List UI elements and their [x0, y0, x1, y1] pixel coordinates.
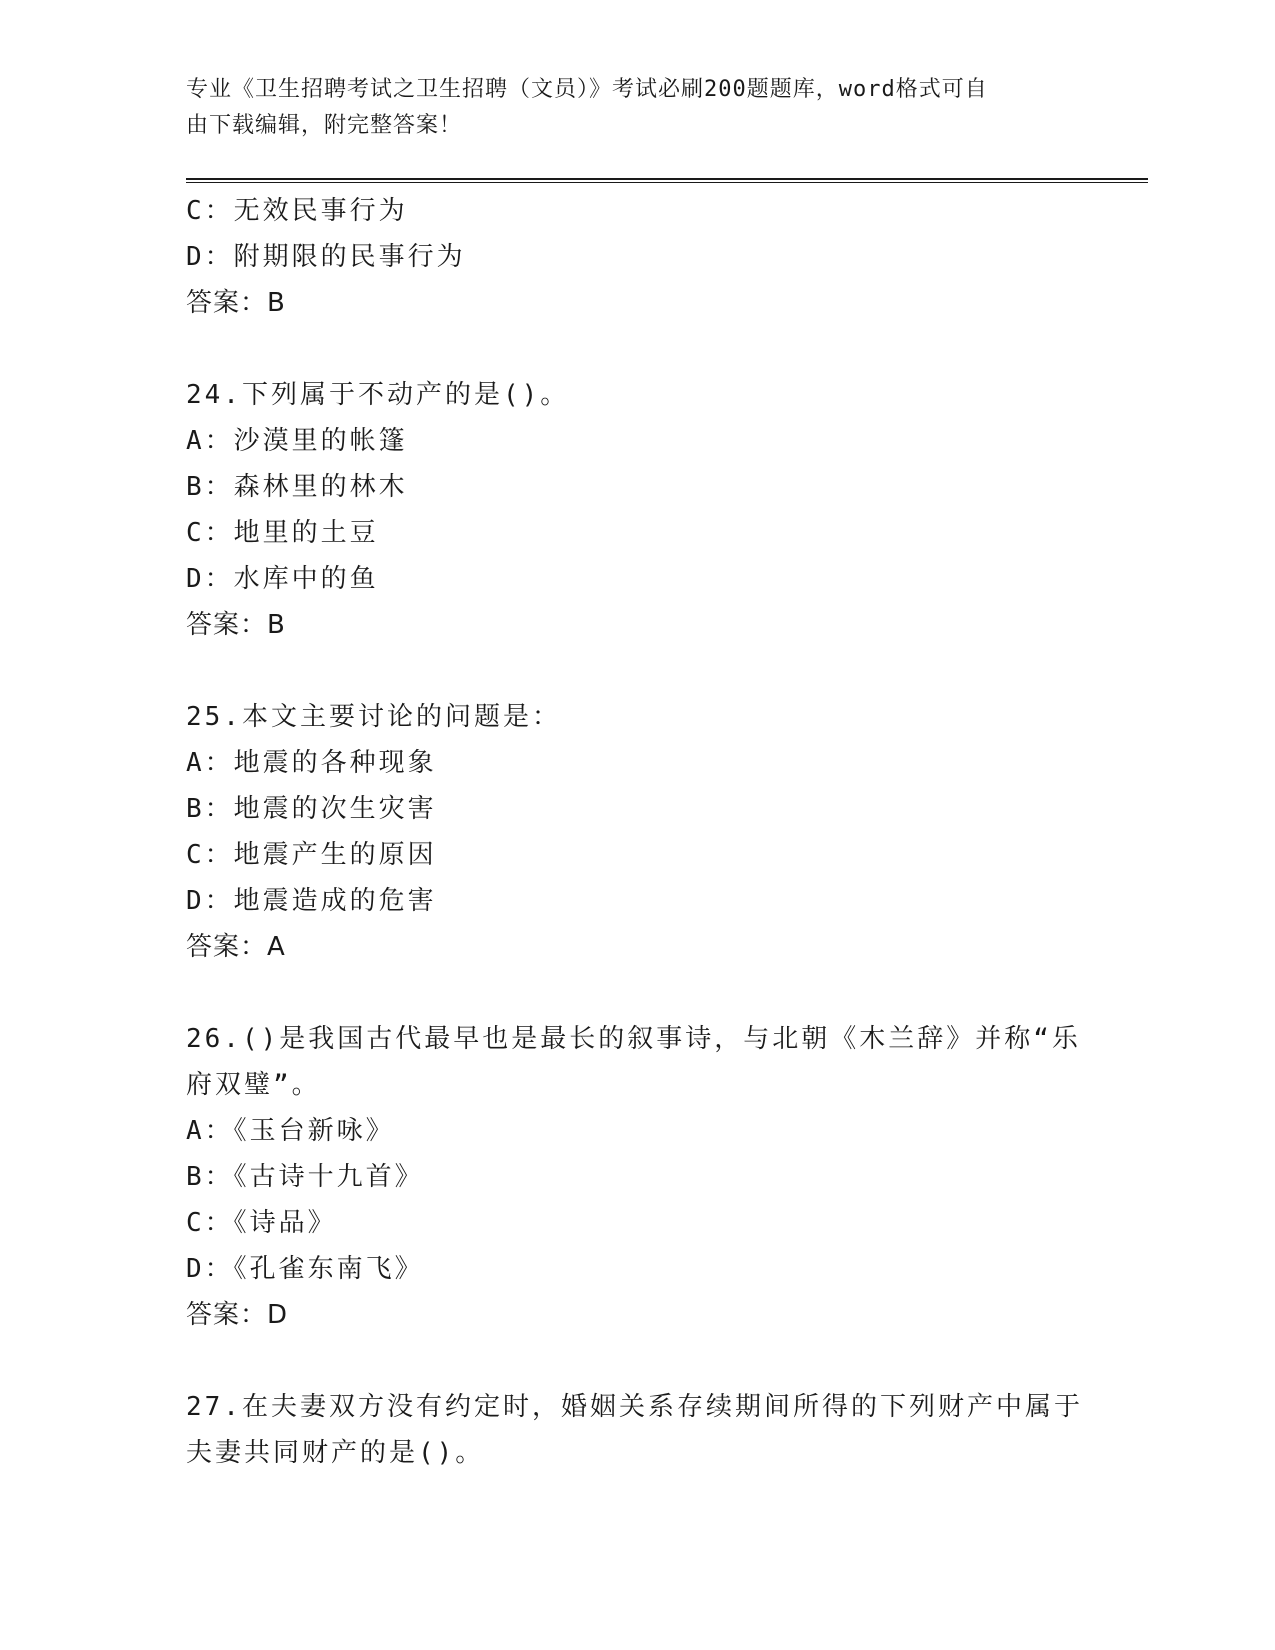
option-d: D：附期限的民事行为	[186, 242, 466, 272]
document-header	[186, 72, 1066, 144]
option-c: C：《诗品》	[186, 1208, 337, 1238]
question-27	[186, 1384, 1086, 1476]
option-c: C：无效民事行为	[186, 196, 408, 226]
question-26	[186, 1016, 1086, 1338]
question-25	[186, 694, 1086, 970]
option-c: C：地震产生的原因	[186, 840, 437, 870]
option-a: A：地震的各种现象	[186, 748, 437, 778]
spacer	[186, 648, 1086, 694]
question-text: 24.下列属于不动产的是()。	[186, 380, 570, 410]
option-d: D：《孔雀东南飞》	[186, 1254, 424, 1284]
question-24	[186, 372, 1086, 648]
option-b: B：地震的次生灾害	[186, 794, 437, 824]
spacer	[186, 326, 1086, 372]
spacer	[186, 1338, 1086, 1384]
option-d: D：地震造成的危害	[186, 886, 437, 916]
option-b: B：森林里的林木	[186, 472, 408, 502]
answer: 答案：B	[186, 288, 286, 318]
question-text-line-2: 夫妻共同财产的是()。	[186, 1438, 485, 1468]
option-d: D：水库中的鱼	[186, 564, 379, 594]
question-text-line-1: 26.()是我国古代最早也是最长的叙事诗，与北朝《木兰辞》并称“乐	[186, 1024, 1081, 1054]
header-title-line-1: 专业《卫生招聘考试之卫生招聘（文员）》考试必刷200题题库，word格式可自	[186, 77, 988, 102]
header-divider-thick	[186, 178, 1148, 180]
question-text: 25.本文主要讨论的问题是：	[186, 702, 561, 732]
option-a: A：《玉台新咏》	[186, 1116, 395, 1146]
option-a: A：沙漠里的帐篷	[186, 426, 408, 456]
question-text-line-1: 27.在夫妻双方没有约定时，婚姻关系存续期间所得的下列财产中属于	[186, 1392, 1083, 1422]
option-b: B：《古诗十九首》	[186, 1162, 424, 1192]
question-text-line-2: 府双璧”。	[186, 1070, 321, 1100]
previous-question-tail	[186, 188, 1086, 326]
document-body	[186, 188, 1086, 1476]
header-title-line-2: 由下载编辑，附完整答案！	[186, 113, 463, 138]
header-divider-thin	[186, 182, 1148, 183]
option-c: C：地里的土豆	[186, 518, 379, 548]
answer: 答案：B	[186, 610, 286, 640]
answer: 答案：A	[186, 932, 286, 962]
answer: 答案：D	[186, 1300, 289, 1330]
spacer	[186, 970, 1086, 1016]
